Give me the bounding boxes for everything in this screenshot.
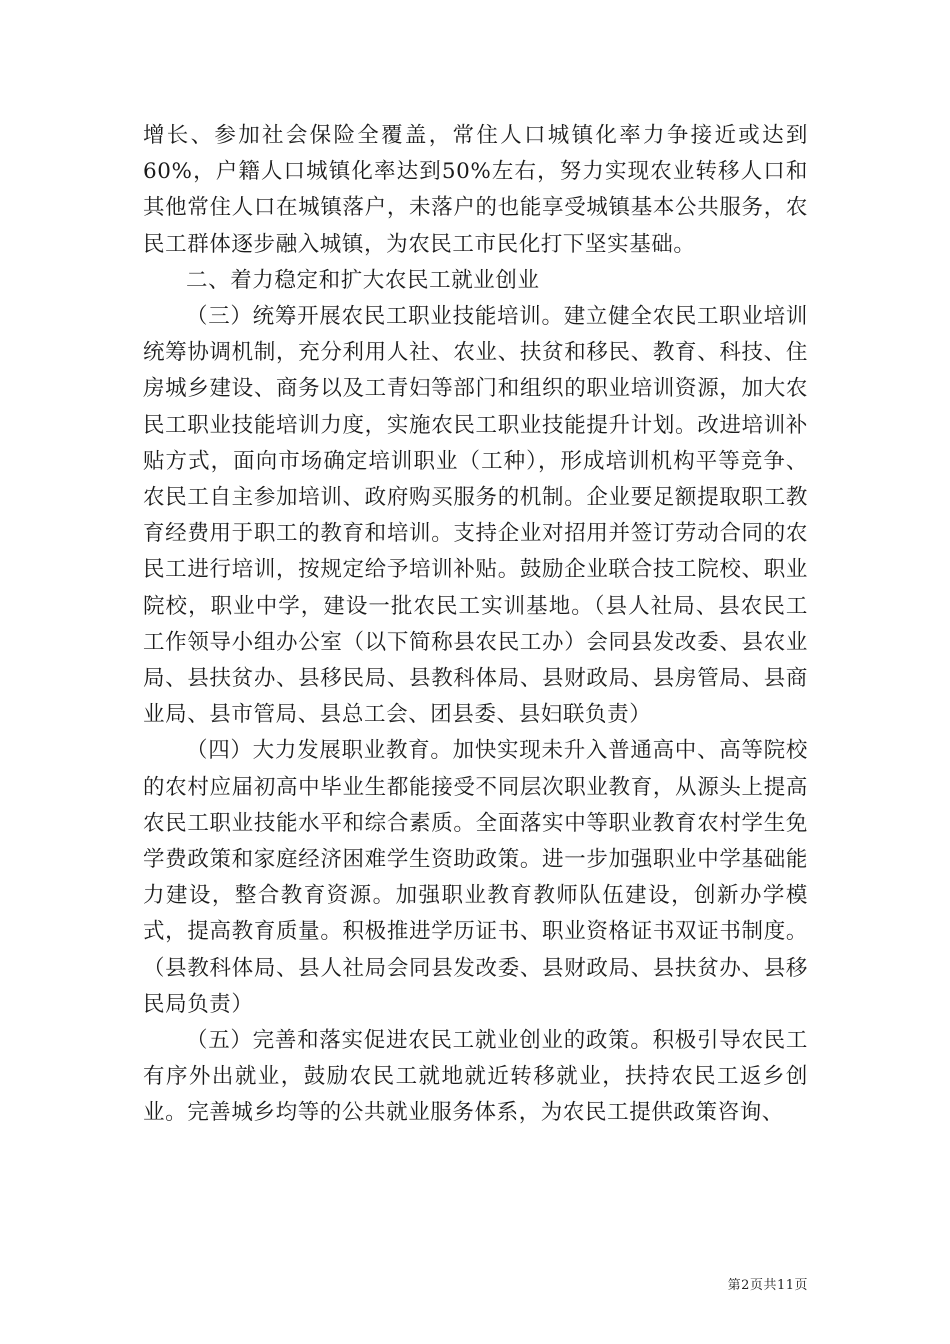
document-body xyxy=(143,118,808,1132)
paragraph-item-4: （四）大力发展职业教育。加快实现未升入普通高中、高等院校的农村应届初高中毕业生都能接受不同层次职业教育，从源头上提高农民工职业技能水平和综合素质。全面落实中等职业教育农村学生免学费政策和家庭经济困难学生资助政策。进一步加强职业中学基础能力建设，整合教育资源。加强职业教育教师队伍建设，创新办学模式，提高教育质量。积极推进学历证书、职业资格证书双证书制度。（县教科体局、县人社局会同县发改委、县财政局、县扶贫办、县移民局负责） xyxy=(143,738,808,1017)
page-number-footer: 第2页共11页 xyxy=(727,1278,808,1293)
paragraph-continuation: 增长、参加社会保险全覆盖，常住人口城镇化率力争接近或达到60%，户籍人口城镇化率达到50%左右，努力实现农业转移人口和其他常住人口在城镇落户，未落户的也能享受城镇基本公共服务，农民工群体逐步融入城镇，为农民工市民化打下坚实基础。 xyxy=(143,123,808,257)
section-heading: 二、着力稳定和扩大农民工就业创业 xyxy=(186,267,540,293)
paragraph-item-5: （五）完善和落实促进农民工就业创业的政策。积极引导农民工有序外出就业，鼓励农民工就地就近转移就业，扶持农民工返乡创业。完善城乡均等的公共就业服务体系，为农民工提供政策咨询、 xyxy=(143,1028,808,1126)
paragraph-item-3: （三）统筹开展农民工职业技能培训。建立健全农民工职业培训统筹协调机制，充分利用人社、农业、扶贫和移民、教育、科技、住房城乡建设、商务以及工青妇等部门和组织的职业培训资源，加大农民工职业技能培训力度，实施农民工职业技能提升计划。改进培训补贴方式，面向市场确定培训职业（工种），形成培训机构平等竞争、农民工自主参加培训、政府购买服务的机制。企业要足额提取职工教育经费用于职工的教育和培训。支持企业对招用并签订劳动合同的农民工进行培训，按规定给予培训补贴。鼓励企业联合技工院校、职业院校，职业中学，建设一批农民工实训基地。（县人社局、县农民工工作领导小组办公室（以下简称县农民工办）会同县发改委、县农业局、县扶贫办、县移民局、县教科体局、县财政局、县房管局、县商业局、县市管局、县总工会、团县委、县妇联负责） xyxy=(143,304,808,728)
